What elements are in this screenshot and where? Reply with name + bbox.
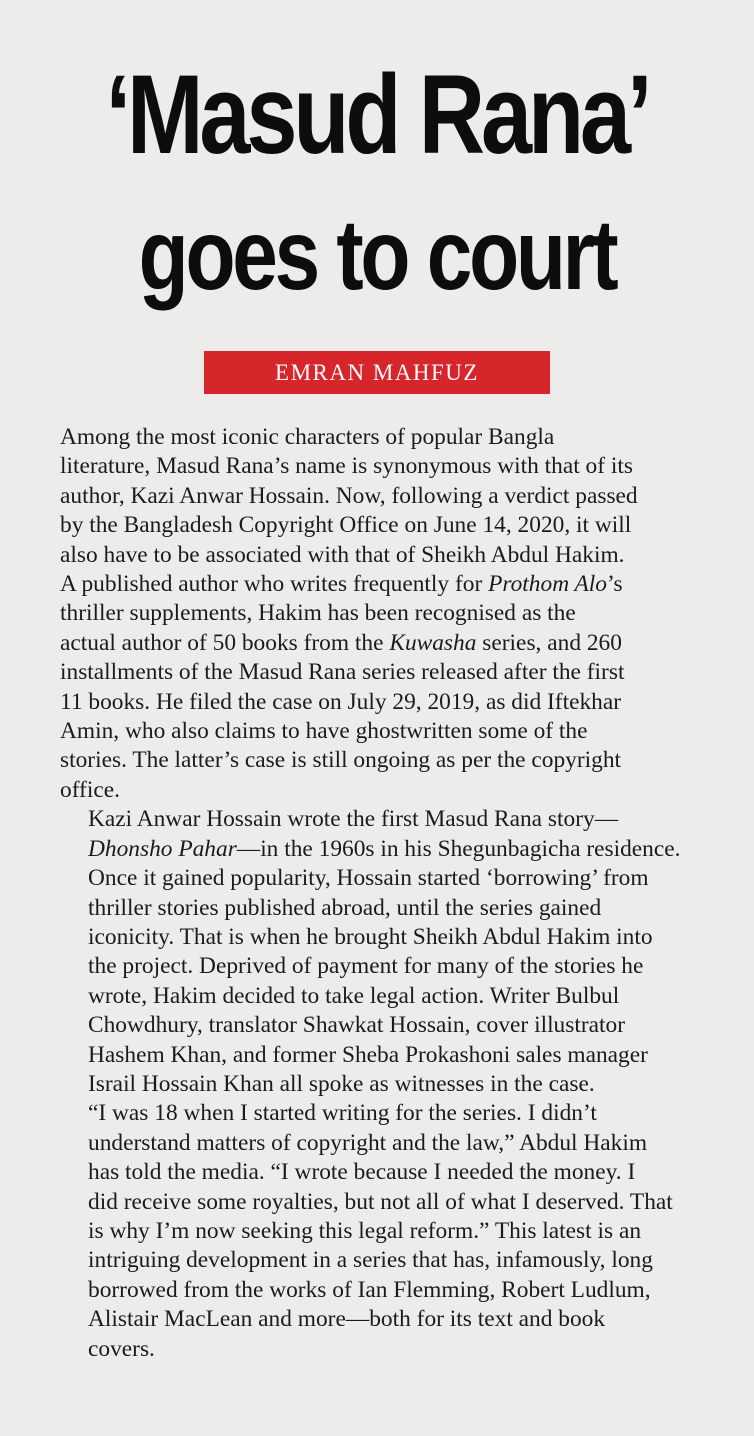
text-segment: —in the 1960s in his Shegunbagicha residence.	[236, 835, 681, 862]
text-line	[60, 835, 700, 864]
text-line: did receive some royalties, but not all of what I deserved. That	[88, 1188, 673, 1215]
text-line: iconicity. That is when he brought Sheikh Abdul Hakim into	[88, 923, 653, 950]
text-line: covers.	[88, 1335, 155, 1362]
paragraph-3	[60, 1099, 700, 1364]
text-line	[60, 629, 700, 658]
text-line: Kazi Anwar Hossain wrote the first Masud Rana story—	[88, 806, 619, 833]
text-line: Among the most iconic characters of popular Bangla	[60, 424, 555, 450]
paragraph-2	[60, 805, 700, 1099]
text-segment: ’s	[607, 571, 623, 598]
paragraph-1	[60, 423, 700, 805]
text-line: Amin, who also claims to have ghostwritten some of the	[60, 718, 588, 745]
text-line: office.	[60, 776, 120, 803]
byline-banner	[204, 351, 550, 394]
text-line: also have to be associated with that of Sheikh Abdul Hakim.	[60, 541, 625, 568]
text-line: by the Bangladesh Copyright Office on June 14, 2020, it will	[60, 512, 632, 539]
text-line: Alistair MacLean and more—both for its text and book	[88, 1306, 606, 1333]
text-line: author, Kazi Anwar Hossain. Now, following a verdict passed	[60, 482, 638, 509]
text-line: installments of the Masud Rana series released after the first	[60, 659, 625, 686]
text-line: borrowed from the works of Ian Flemming, Robert Ludlum,	[88, 1276, 651, 1303]
text-line: 11 books. He filed the case on July 29, 2019, as did Iftekhar	[60, 688, 622, 715]
text-line: Hashem Khan, and former Sheba Prokashoni sales manager	[88, 1041, 648, 1068]
text-line: Israil Hossain Khan all spoke as witnesses in the case.	[88, 1070, 595, 1097]
text-line: wrote, Hakim decided to take legal action. Writer Bulbul	[88, 982, 620, 1009]
publication-title: Prothom Alo	[488, 571, 607, 598]
headline-title: ‘Masud Rana’	[105, 52, 649, 177]
text-line: Once it gained popularity, Hossain started ‘borrowing’ from	[88, 865, 649, 892]
byline-author: EMRAN MAHFUZ	[275, 359, 479, 385]
text-segment: A published author who writes frequently for	[60, 571, 489, 598]
text-line: “I was 18 when I started writing for the series. I didn’t	[88, 1100, 597, 1127]
text-line: Chowdhury, translator Shawkat Hossain, cover illustrator	[88, 1012, 626, 1039]
text-segment: series, and 260	[476, 629, 622, 656]
text-line: thriller supplements, Hakim has been recognised as the	[60, 600, 576, 627]
text-line: stories. The latter’s case is still ongoing as per the copyright	[60, 747, 622, 774]
book-title: Dhonsho Pahar	[88, 835, 237, 862]
text-segment: actual author of 50 books from the	[60, 629, 390, 656]
text-line	[60, 570, 700, 599]
article-body	[60, 423, 700, 1364]
text-line: thriller stories published abroad, until the series gained	[88, 894, 602, 921]
text-line: the project. Deprived of payment for many of the stories he	[88, 953, 644, 980]
text-line: literature, Masud Rana’s name is synonymous with that of its	[60, 453, 633, 480]
text-line: intriguing development in a series that has, infamously, long	[88, 1247, 653, 1274]
text-line: is why I’m now seeking this legal reform.” This latest is an	[88, 1217, 642, 1244]
series-title: Kuwasha	[389, 629, 477, 656]
text-line: has told the media. “I wrote because I needed the money. I	[88, 1159, 636, 1186]
text-line: understand matters of copyright and the law,” Abdul Hakim	[88, 1129, 648, 1156]
headline-subtitle: goes to court	[138, 199, 616, 311]
